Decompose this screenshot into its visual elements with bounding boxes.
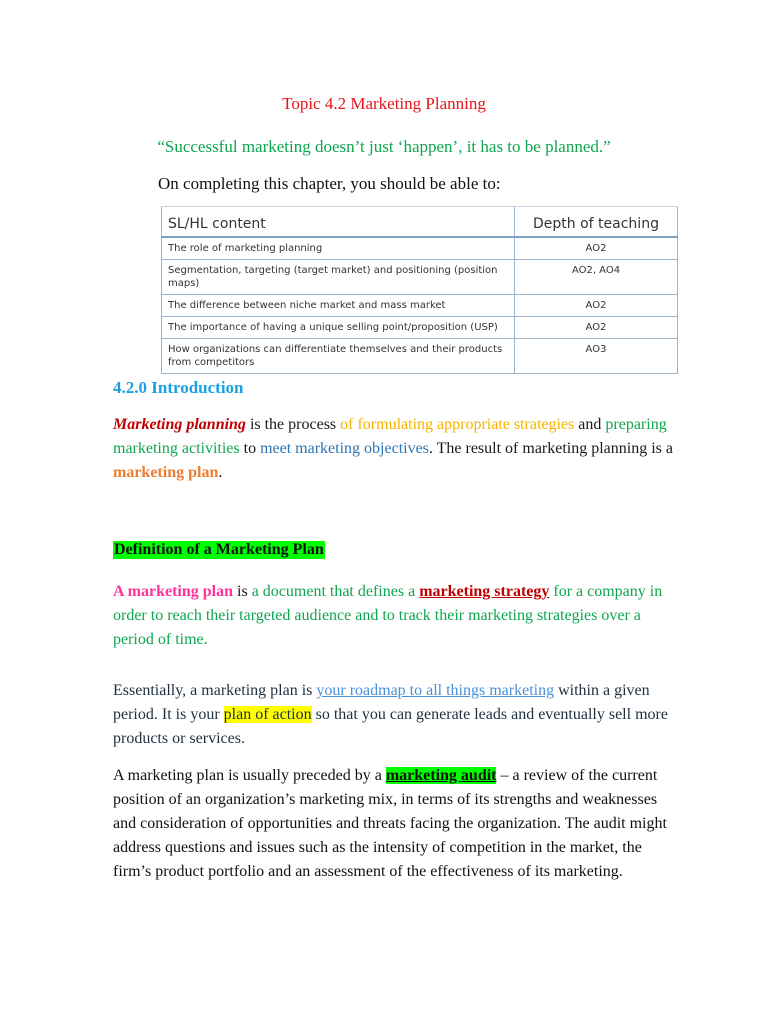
content-cell: How organizations can differentiate themselves and their products from competitors <box>162 339 515 374</box>
column-header-content: SL/HL content <box>162 207 515 238</box>
table-row <box>162 339 678 374</box>
roadmap-link[interactable]: your roadmap to all things marketing <box>316 682 555 699</box>
text-run: a document that defines a <box>251 583 420 600</box>
text-run: . The result of marketing planning is a <box>428 440 673 457</box>
text-run: to <box>239 440 261 457</box>
term-marketing-strategy: marketing strategy <box>419 583 550 600</box>
depth-cell: AO2 <box>515 237 678 260</box>
table-row <box>162 317 678 339</box>
text-run-blue: meet marketing objectives <box>260 440 429 457</box>
paragraph-marketing-audit <box>113 764 673 884</box>
term-marketing-plan: marketing plan <box>113 464 219 481</box>
text-run-green: preparing marketing activities <box>113 416 667 457</box>
highlight-plan-of-action: plan of action <box>223 706 312 723</box>
table-row <box>162 260 678 295</box>
text-run: so that you can generate leads and eventually sell more products or services. <box>113 706 668 747</box>
content-cell: Segmentation, targeting (target market) and positioning (position maps) <box>162 260 515 295</box>
text-run: is the process <box>245 416 341 433</box>
document-title: Topic 4.2 Marketing Planning <box>282 94 486 113</box>
table-header-row <box>162 207 678 238</box>
text-run: within a given period. It is your <box>113 682 650 723</box>
text-run: and <box>574 416 606 433</box>
depth-cell: AO3 <box>515 339 678 374</box>
opening-quote: “Successful marketing doesn’t just ‘happen’, it has to be planned.” <box>157 137 611 156</box>
paragraph-essentially <box>113 679 673 751</box>
table-row <box>162 295 678 317</box>
term-a-marketing-plan: A marketing plan <box>113 583 234 600</box>
content-cell: The difference between niche market and mass market <box>162 295 515 317</box>
column-header-depth: Depth of teaching <box>515 207 678 238</box>
content-cell: The role of marketing planning <box>162 237 515 260</box>
table-row <box>162 237 678 260</box>
text-run: A marketing plan is usually preceded by a <box>113 767 386 784</box>
section-heading-introduction: 4.2.0 Introduction <box>113 378 244 397</box>
text-run-gold: of formulating appropriate strategies <box>340 416 575 433</box>
text-run: is <box>233 583 252 600</box>
paragraph-marketing-planning <box>113 413 673 485</box>
depth-cell: AO2 <box>515 317 678 339</box>
learning-objectives-table <box>161 206 678 374</box>
text-run: Essentially, a marketing plan is <box>113 682 317 699</box>
paragraph-definition <box>113 580 673 652</box>
intro-text: On completing this chapter, you should be able to: <box>158 174 501 193</box>
definition-heading: Definition of a Marketing Plan <box>114 541 324 558</box>
term-marketing-audit: marketing audit <box>385 767 497 784</box>
text-run: – a review of the current position of an organization’s marketing mix, in terms of its strengths and weaknesses and consideration of opportunities and threats facing the organization. The audit might address questions and issues such as the intensity of competition in the market, the firm’s product portfolio and an assessment of the effectiveness of its marketing. <box>113 767 667 880</box>
term-marketing-planning: Marketing planning <box>113 416 246 433</box>
text-run: . <box>218 464 223 481</box>
depth-cell: AO2, AO4 <box>515 260 678 295</box>
depth-cell: AO2 <box>515 295 678 317</box>
text-run: for a company in order to reach their targeted audience and to track their marketing strategies over a period of time. <box>113 583 663 648</box>
content-cell: The importance of having a unique selling point/proposition (USP) <box>162 317 515 339</box>
